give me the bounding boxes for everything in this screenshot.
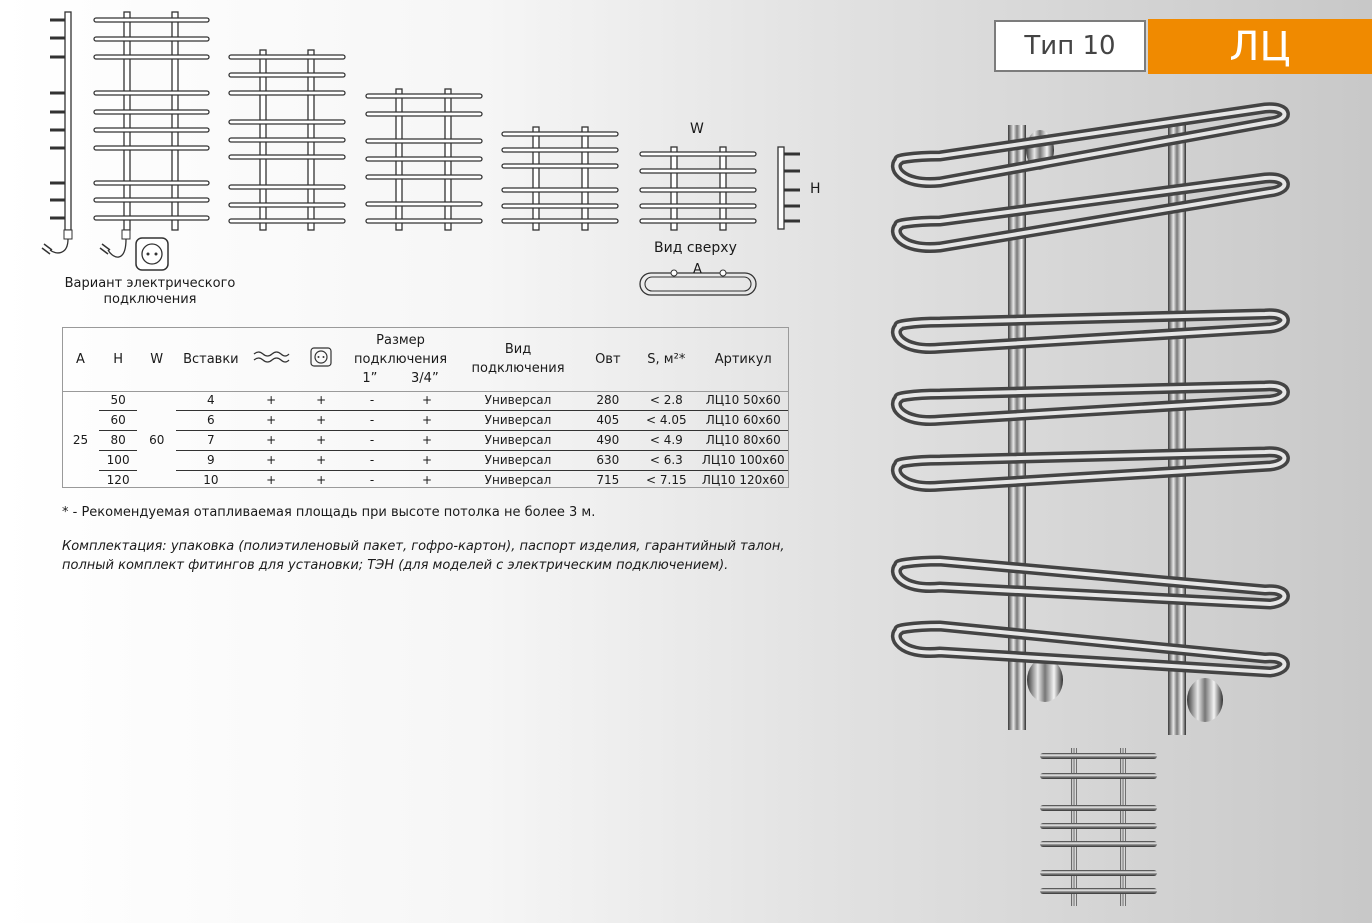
rail-bar bbox=[640, 152, 756, 156]
post bbox=[778, 147, 784, 229]
cell-h: 120 bbox=[106, 473, 130, 487]
cell-article: ЛЦ10 100х60 bbox=[697, 451, 789, 471]
socket-pin bbox=[147, 253, 150, 256]
horizontal-rail bbox=[896, 108, 1284, 183]
horizontal-rail bbox=[896, 178, 1284, 248]
post bbox=[172, 12, 178, 230]
header-watt: Овт bbox=[595, 351, 621, 367]
header-article: Артикул bbox=[714, 351, 772, 367]
mount-point bbox=[720, 270, 726, 276]
rail-bar bbox=[366, 219, 482, 223]
cell-electric: + bbox=[297, 391, 346, 411]
cell-conn: Универсал bbox=[456, 431, 581, 451]
rail-bar bbox=[366, 94, 482, 98]
rail-bar bbox=[1040, 773, 1157, 779]
model-80-drawing bbox=[502, 127, 618, 230]
table-header-row bbox=[62, 327, 789, 391]
power-socket-icon bbox=[310, 347, 332, 367]
rail-bar bbox=[502, 219, 618, 223]
cell-inserts: 6 bbox=[176, 411, 245, 431]
rail-bar bbox=[94, 37, 209, 41]
electric-connection-caption: Вариант электрического подключения bbox=[64, 276, 236, 307]
footnote: * - Рекомендуемая отапливаемая площадь при высоте потолка не более 3 м. bbox=[62, 505, 596, 520]
plug-icon bbox=[42, 244, 52, 254]
cell-water: + bbox=[246, 451, 297, 471]
cell-electric: + bbox=[297, 411, 346, 431]
cell-area: < 7.15 bbox=[646, 473, 687, 487]
cell-watt: 490 bbox=[581, 431, 636, 451]
rail-bar bbox=[94, 128, 209, 132]
cell-inserts: 4 bbox=[176, 391, 245, 411]
heater-cap bbox=[64, 230, 72, 239]
rail-bar bbox=[640, 219, 756, 223]
header-area: S, м²* bbox=[647, 351, 686, 367]
cell-a: 25 bbox=[72, 433, 89, 447]
rail-bar bbox=[229, 91, 345, 95]
dimension-h-label: H bbox=[810, 181, 821, 197]
cable bbox=[108, 239, 126, 257]
side-view-electric bbox=[42, 12, 72, 254]
header-size-1: 1” bbox=[362, 370, 378, 386]
rail-bar bbox=[640, 204, 756, 208]
rail-bar bbox=[366, 112, 482, 116]
rail-bar bbox=[502, 132, 618, 136]
cell-article: ЛЦ10 80х60 bbox=[697, 431, 789, 451]
rail-bar bbox=[640, 188, 756, 192]
header-conn: Вид подключения bbox=[471, 342, 565, 376]
rail-bar bbox=[94, 55, 209, 59]
mount-point bbox=[671, 270, 677, 276]
rail-bar bbox=[94, 181, 209, 185]
product-photo bbox=[880, 90, 1300, 740]
cell-size-34: + bbox=[399, 391, 456, 411]
cell-h: 80 bbox=[99, 431, 137, 451]
rail-bar bbox=[1040, 823, 1157, 829]
model-code-badge: ЛЦ bbox=[1148, 19, 1372, 74]
rail-bar bbox=[640, 169, 756, 173]
cell-size-34: + bbox=[399, 431, 456, 451]
model-100-drawing bbox=[366, 89, 482, 230]
rail-bar bbox=[229, 138, 345, 142]
rail-bar bbox=[1040, 753, 1157, 759]
rail-bar bbox=[229, 203, 345, 207]
rail-bar bbox=[94, 91, 209, 95]
cell-h: 60 bbox=[99, 411, 137, 431]
spec-table bbox=[62, 327, 789, 490]
cable bbox=[50, 239, 68, 253]
header-size bbox=[346, 327, 456, 391]
rail-bar bbox=[366, 175, 482, 179]
cell-size-1: - bbox=[346, 391, 399, 411]
cell-conn: Универсал bbox=[456, 391, 581, 411]
rail-bar bbox=[502, 148, 618, 152]
post bbox=[65, 12, 71, 230]
cell-h: 50 bbox=[99, 391, 137, 411]
valve-fitting bbox=[1187, 678, 1223, 722]
rail-bar bbox=[366, 139, 482, 143]
header-electric bbox=[297, 327, 346, 391]
cell-conn: Универсал bbox=[456, 451, 581, 471]
post bbox=[533, 127, 539, 230]
cell-size-1: - bbox=[346, 451, 399, 471]
cell-watt: 405 bbox=[581, 411, 636, 431]
rail-bar bbox=[229, 120, 345, 124]
cell-water: + bbox=[246, 431, 297, 451]
model-drawings bbox=[0, 0, 830, 310]
table-row bbox=[62, 391, 789, 411]
cell-area: < 6.3 bbox=[635, 451, 697, 471]
heater-cap bbox=[122, 230, 130, 239]
model-60-drawing bbox=[640, 147, 756, 230]
cell-inserts: 7 bbox=[176, 431, 245, 451]
model-120-drawing bbox=[229, 50, 345, 230]
cell-water: + bbox=[266, 473, 277, 487]
header-size-title: Размер подключения bbox=[354, 332, 448, 367]
socket-icon bbox=[136, 238, 168, 270]
header-h: H bbox=[113, 351, 124, 367]
dimension-w-label: W bbox=[690, 121, 704, 137]
type-label: Тип 10 bbox=[994, 20, 1146, 72]
post bbox=[582, 127, 588, 230]
rail-bar bbox=[502, 188, 618, 192]
cell-area: < 4.05 bbox=[635, 411, 697, 431]
horizontal-rail bbox=[896, 626, 1284, 672]
rail-bar bbox=[229, 73, 345, 77]
rail-bar bbox=[1040, 888, 1157, 894]
cell-size-34: + bbox=[399, 411, 456, 431]
cell-size-1: - bbox=[369, 473, 375, 487]
rail-bar bbox=[94, 110, 209, 114]
top-view-label: Вид сверху bbox=[654, 240, 737, 256]
header-a: A bbox=[76, 351, 85, 367]
rail-bar bbox=[366, 202, 482, 206]
cell-inserts: 10 bbox=[203, 473, 219, 487]
rail-bar bbox=[229, 185, 345, 189]
cell-watt: 715 bbox=[596, 473, 620, 487]
top-inner bbox=[645, 277, 751, 291]
rail-bar bbox=[229, 55, 345, 59]
cell-size-34: + bbox=[399, 451, 456, 471]
horizontal-rail bbox=[896, 561, 1284, 604]
rail-bar bbox=[94, 18, 209, 22]
cell-article: ЛЦ10 60х60 bbox=[697, 411, 789, 431]
rail-bar bbox=[1040, 805, 1157, 811]
package-contents: Комплектация: упаковка (полиэтиленовый пакет, гофро-картон), паспорт изделия, гарантийный талон, полный комплект фитингов для установки; ТЭН (для моделей с электрическим подключением). bbox=[62, 539, 785, 573]
rail-bar bbox=[94, 146, 209, 150]
side-profile bbox=[778, 147, 800, 229]
header-divider bbox=[62, 391, 789, 392]
cell-electric: + bbox=[297, 451, 346, 471]
towel-rail-photo bbox=[896, 108, 1284, 735]
cell-h: 100 bbox=[99, 451, 137, 471]
post bbox=[124, 12, 130, 230]
cell-size-1: - bbox=[346, 431, 399, 451]
rail-bar bbox=[94, 216, 209, 220]
header-size-34: 3/4” bbox=[411, 370, 439, 386]
front-view-electric bbox=[94, 12, 209, 270]
rail-bar bbox=[366, 157, 482, 161]
cell-article: ЛЦ10 50х60 bbox=[697, 391, 789, 411]
cell-article: ЛЦ10 120х60 bbox=[701, 473, 785, 487]
rail-bar bbox=[502, 204, 618, 208]
header-w: W bbox=[150, 351, 164, 367]
socket-pin bbox=[155, 253, 158, 256]
product-thumbnail bbox=[1036, 745, 1162, 910]
header-water bbox=[246, 327, 297, 391]
rail-bar bbox=[1040, 841, 1157, 847]
cell-electric: + bbox=[297, 431, 346, 451]
rail-bar bbox=[1040, 870, 1157, 876]
rail-bar bbox=[229, 219, 345, 223]
dimension-a-label: A bbox=[693, 262, 702, 277]
plug-icon bbox=[100, 244, 110, 254]
cell-watt: 630 bbox=[581, 451, 636, 471]
cell-size-34: + bbox=[422, 473, 433, 487]
cell-electric: + bbox=[316, 473, 327, 487]
cell-area: < 4.9 bbox=[635, 431, 697, 451]
cell-water: + bbox=[246, 391, 297, 411]
heat-wave-icon bbox=[253, 350, 289, 364]
rail-bar bbox=[94, 198, 209, 202]
cell-area: < 2.8 bbox=[635, 391, 697, 411]
cell-watt: 280 bbox=[581, 391, 636, 411]
cell-size-1: - bbox=[346, 411, 399, 431]
rail-bar bbox=[502, 164, 618, 168]
cell-conn: Универсал bbox=[456, 411, 581, 431]
cell-w: 60 bbox=[149, 433, 165, 447]
cell-conn: Универсал bbox=[484, 473, 552, 487]
cell-water: + bbox=[246, 411, 297, 431]
rail-bar bbox=[229, 155, 345, 159]
header-inserts: Вставки bbox=[183, 351, 239, 367]
cell-inserts: 9 bbox=[176, 451, 245, 471]
